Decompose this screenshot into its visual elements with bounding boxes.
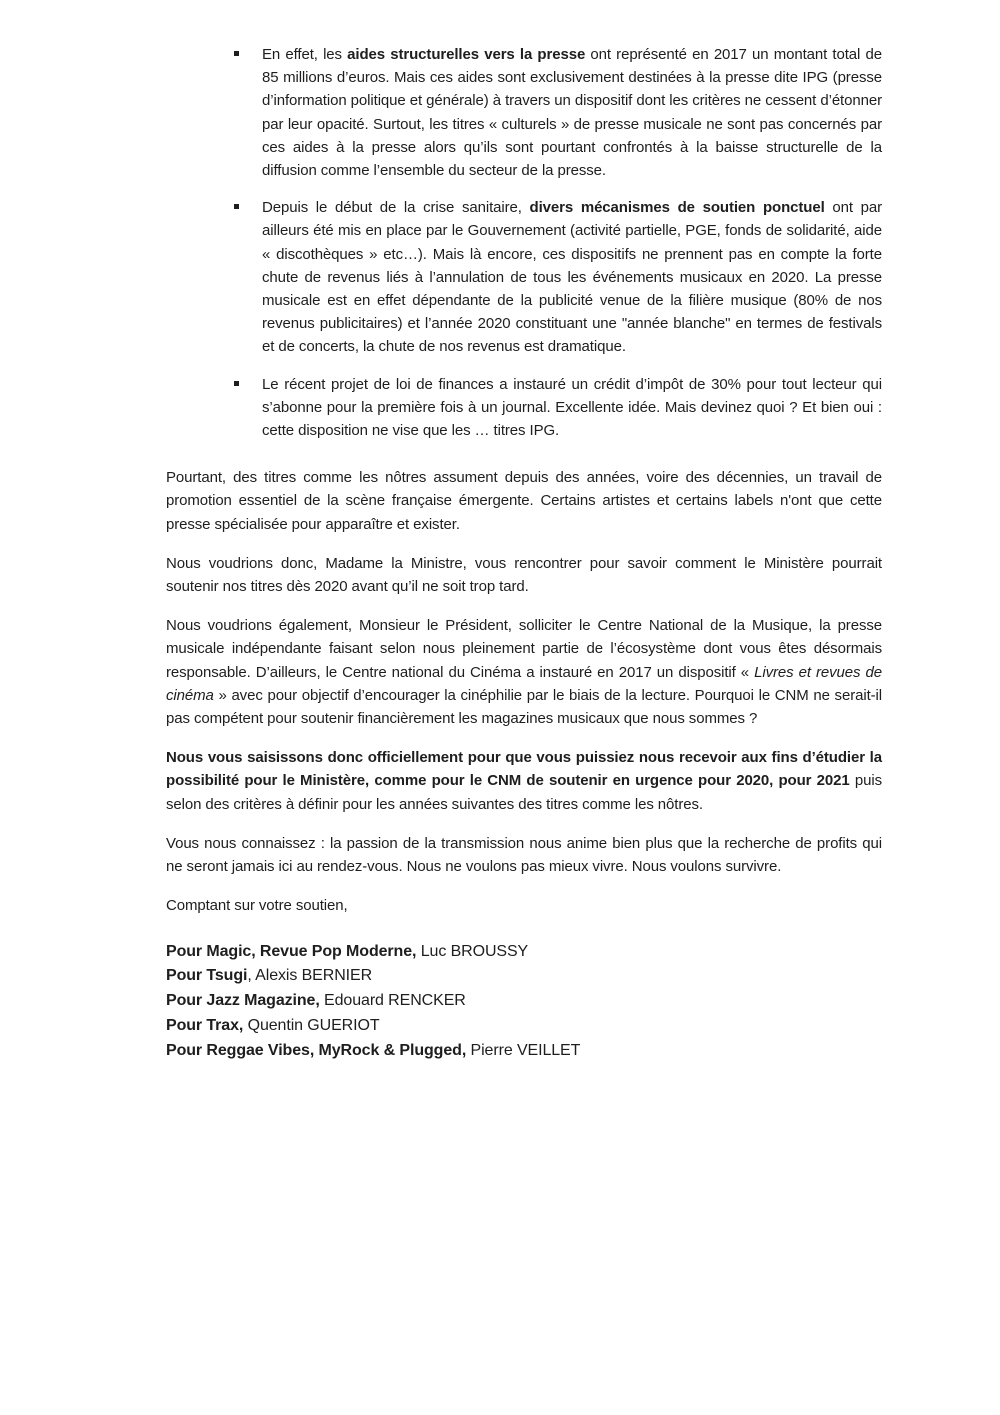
text-run: Vous nous connaissez : la passion de la transmission nous anime bien plus que la recherche de profits qui ne seront jamais ici au rendez-vous. Nous ne voulons pas mieux vivre. Nous voulons survivre.	[166, 834, 882, 876]
text-run: Nous voudrions également, Monsieur le Président, solliciter le Centre National de la Musique, la presse musicale indépendante faisant selon nous pleinement partie de l’écosystème dont vous êtes désormais responsable. D’ailleurs, le Centre national du Cinéma a instauré en 2017 un dispositif «	[166, 617, 882, 681]
signature-line-tsugi	[166, 964, 882, 989]
text-run: , Alexis BERNIER	[247, 967, 373, 985]
text-run: puis selon des critères à définir pour les années suivantes des titres comme les nôtres.	[166, 772, 882, 813]
bullet-text-aides-structurelles	[262, 46, 882, 179]
paragraph-pourtant	[166, 466, 882, 536]
text-run: En effet, les	[262, 46, 348, 63]
bullet-list	[166, 43, 882, 442]
signature-line-trax	[166, 1014, 882, 1039]
bullet-item-credit-impot	[233, 373, 882, 443]
signature-line-reggae-vibes	[166, 1039, 882, 1064]
bullet-square-icon	[234, 51, 239, 56]
paragraph-saisine	[166, 746, 882, 816]
signature-line-magic	[166, 940, 882, 965]
bullet-text-soutien-ponctuel	[262, 199, 882, 355]
closing-line: Comptant sur votre soutien,	[166, 897, 348, 915]
text-run: Luc BROUSSY	[416, 942, 529, 960]
text-run: Nous voudrions donc, Madame la Ministre, vous rencontrer pour savoir comment le Ministère pourrait soutenir nos titres dès 2020 avant qu’il ne soit trop tard.	[166, 554, 882, 596]
signature-block	[166, 940, 882, 1064]
paragraph-passion	[166, 832, 882, 878]
text-run: aides structurelles vers la presse	[347, 46, 586, 63]
bullet-item-soutien-ponctuel	[233, 196, 882, 358]
text-run: divers mécanismes de soutien ponctuel	[529, 199, 825, 217]
text-run: Nous vous saisissons donc officiellement pour que vous puissiez nous recevoir aux fins d’étudier la possibilité pour le Ministère, comme pour le CNM de soutenir en urgence pour 2020, pour 2021	[166, 749, 882, 790]
text-run: Pour Jazz Magazine,	[166, 992, 320, 1010]
bullet-square-icon	[234, 381, 239, 386]
text-run: Pour Reggae Vibes, MyRock & Plugged,	[166, 1041, 467, 1059]
text-run: ont représenté en 2017 un montant total de 85 millions d’euros. Mais ces aides sont exclusivement destinées à la presse dite IPG (presse d’information politique et générale) à travers un dispositif dont les critères ne cessent d’étonner par leur opacité. Surtout, les titres « culturels » de presse musicale ne sont pas concernés par ces aides à la presse alors qu’ils sont pourtant confrontés à la baisse structurelle de la diffusion comme l’ensemble du secteur de la presse.	[262, 46, 882, 180]
text-run: Pour Trax,	[166, 1016, 244, 1034]
bullet-text-credit-impot	[262, 376, 882, 439]
paragraph-ministre	[166, 552, 882, 598]
signature-line-jazz-magazine	[166, 989, 882, 1014]
text-run: Le récent projet de loi de finances a instauré un crédit d’impôt de 30% pour tout lecteur qui s’abonne pour la première fois à un journal. Excellente idée. Mais devinez quoi ? Et bien oui : cette disposition ne vise que les … titres IPG.	[262, 375, 882, 440]
bullet-item-aides-structurelles	[233, 43, 882, 182]
text-run: Pierre VEILLET	[466, 1041, 581, 1059]
text-run: Edouard RENCKER	[319, 992, 466, 1010]
paragraph-cnm	[166, 614, 882, 730]
text-run: Livres et revues de cinéma	[166, 663, 882, 704]
bullet-square-icon	[234, 204, 239, 209]
text-run: ont par ailleurs été mis en place par le Gouvernement (activité partielle, PGE, fonds de solidarité, aide « discothèques » etc…). Mais là encore, ces dispositifs ne prennent pas en compte la forte chute de revenus liés à l’annulation de tous les événements musicaux en 2020. La presse musicale est en effet dépendante de la publicité venue de la filière musique (80% de nos revenus publicitaires) et l’année 2020 constituant une "année blanche" en termes de festivals et de concerts, la chute de nos revenus est dramatique.	[262, 199, 882, 356]
text-run: Quentin GUERIOT	[243, 1016, 380, 1034]
text-run: Pour Magic, Revue Pop Moderne,	[166, 942, 417, 960]
text-run: » avec pour objectif d’encourager la cinéphilie par le biais de la lecture. Pourquoi le CNM ne serait-il pas compétent pour soutenir financièrement les magazines musicaux que nous sommes ?	[166, 686, 882, 728]
text-run: Pourtant, des titres comme les nôtres assument depuis des années, voire des décennies, un travail de promotion essentiel de la scène française émergente. Certains artistes et certains labels n'ont que cette presse spécialisée pour apparaître et exister.	[166, 469, 882, 533]
text-run: Depuis le début de la crise sanitaire,	[262, 199, 530, 217]
text-run: Pour Tsugi	[166, 967, 248, 985]
